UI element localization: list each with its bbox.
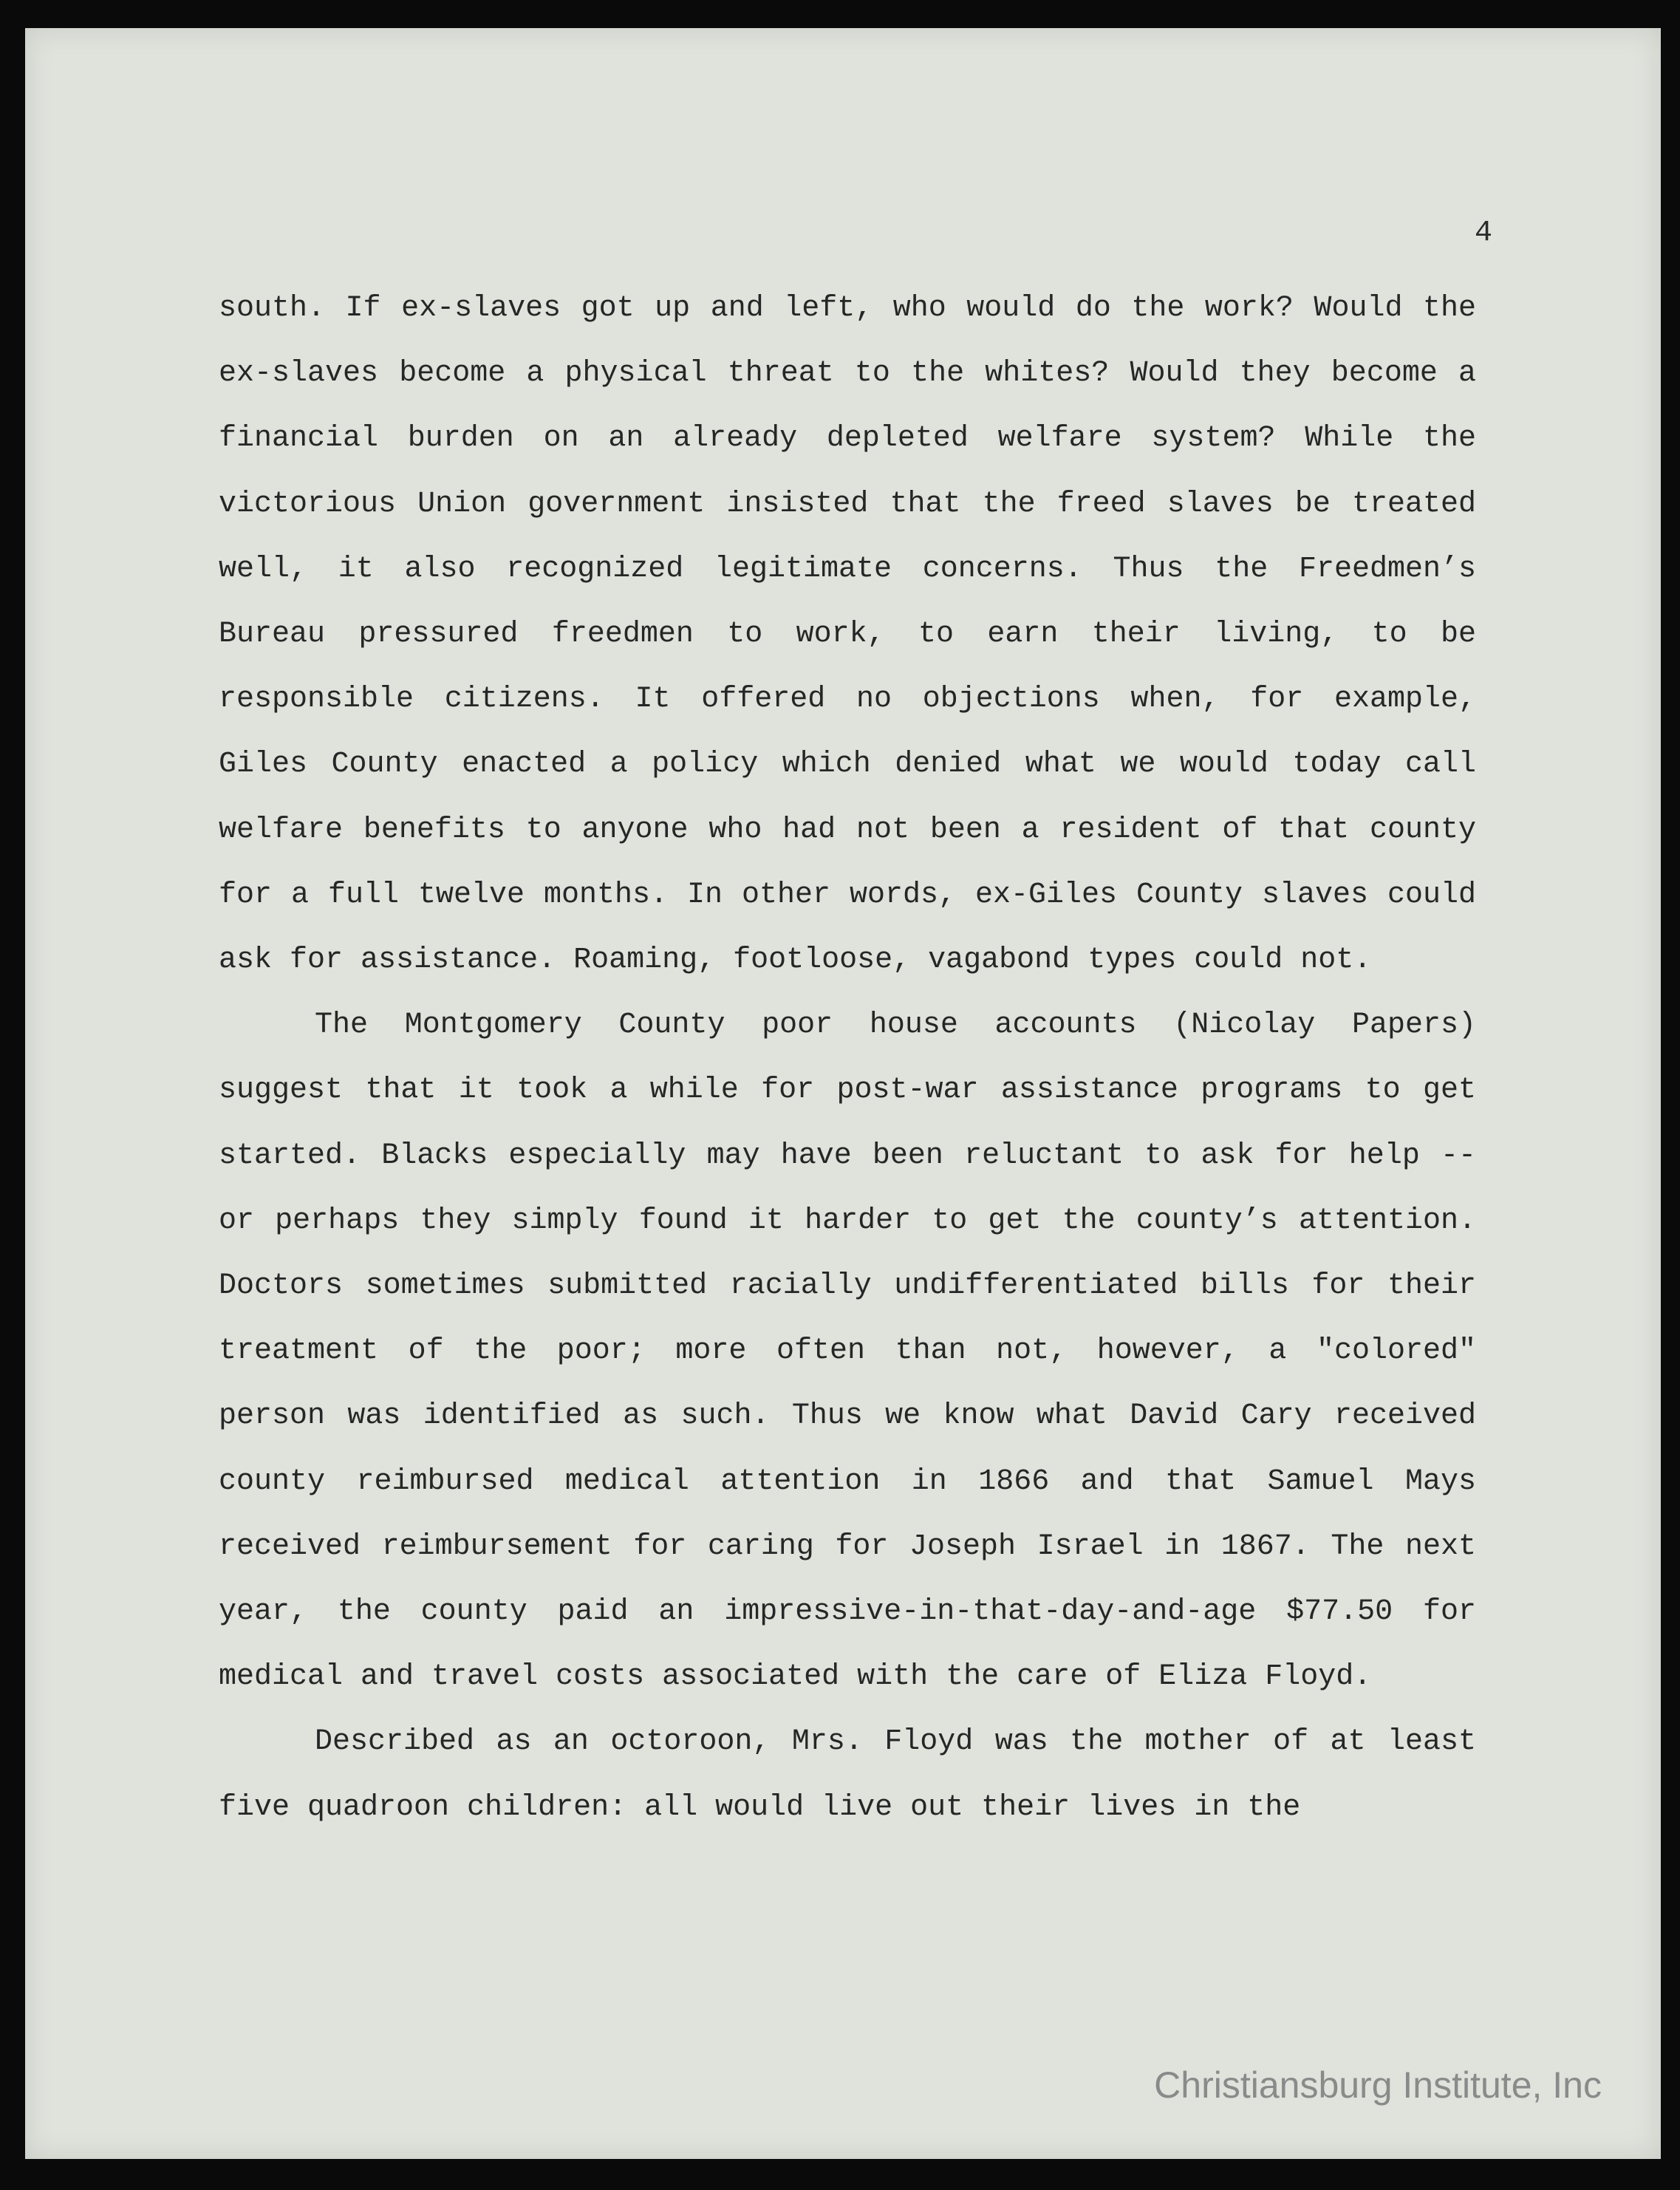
paragraph-2: The Montgomery County poor house accounts (Nicolay Papers) suggest that it took a while for post-war assistance programs to get started. Blacks especially may have been reluctant to ask for help -- or perhaps they simply found it harder to get the county’s attention. Doctors sometimes submitted racially undifferentiated bills for their treatment of the poor; more often than not, however, a "colored" person was identified as such. Thus we know what David Cary received county reimbursed medical attention in 1866 and that Samuel Mays received reimbursement for caring for Joseph Israel in 1867. The next year, the county paid an impressive-in-that-day-and-age $77.50 for medical and travel costs associated with the care of Eliza Floyd. bbox=[219, 1009, 1476, 1694]
paragraph-3: Described as an octoroon, Mrs. Floyd was the mother of at least five quadroon children: all would live out their lives in the bbox=[219, 1725, 1476, 1824]
paragraph-1: south. If ex-slaves got up and left, who would do the work? Would the ex-slaves become a physical threat to the whites? Would they become a financial burden on an already depleted welfare system? While the victorious Union government insisted that the freed slaves be treated well, it also recognized legitimate concerns. Thus the Freedmen’s Bureau pressured freedmen to work, to earn their living, to be responsible citizens. It offered no objections when, for example, Giles County enacted a policy which denied what we would today call welfare benefits to anyone who had not been a resident of that county for a full twelve months. In other words, ex-Giles County slaves could ask for assistance. Roaming, footloose, vagabond types could not. bbox=[219, 292, 1476, 978]
body-text bbox=[219, 276, 1476, 1841]
watermark: Christiansburg Institute, Inc bbox=[1154, 2064, 1602, 2106]
page-number: 4 bbox=[1474, 216, 1492, 250]
